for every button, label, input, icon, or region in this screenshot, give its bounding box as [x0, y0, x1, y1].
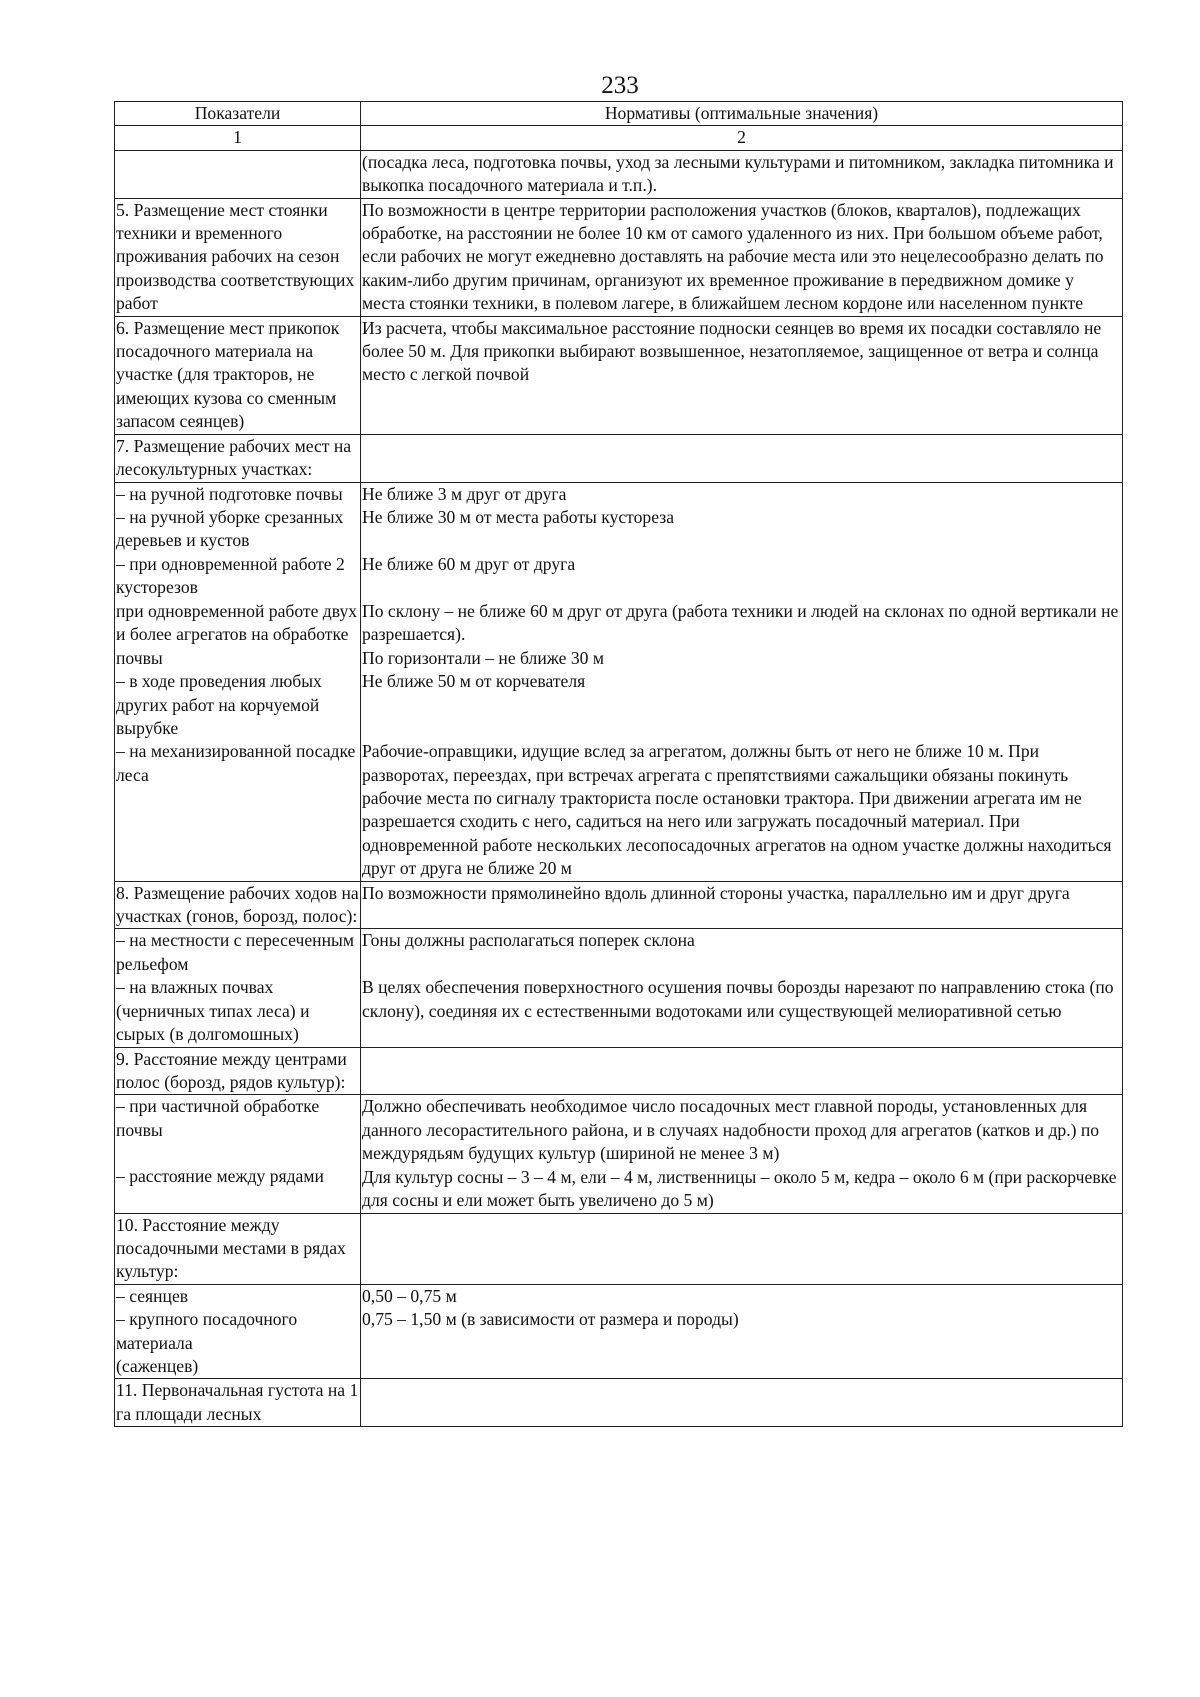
sub-indicator: – на ручной подготовке почвы	[116, 483, 343, 504]
column-number-1: 1	[115, 126, 361, 150]
sub-norm: Не ближе 30 м от места работы кустореза	[362, 506, 674, 527]
norm-cell	[361, 929, 1123, 1047]
table-row	[115, 1284, 1123, 1379]
indicator-cell: 7. Размещение рабочих мест на лесокультурных участках:	[115, 434, 361, 482]
norm-cell	[361, 1379, 1123, 1427]
sub-indicator: – при одновременной работе 2 кусторезов	[116, 553, 345, 598]
sub-norm: Рабочие-оправщики, идущие вслед за агрегатом, должны быть от него не ближе 10 м. При разворотах, переездах, при встречах агрегата с препятствиями сажальщики обязаны покинуть рабочие места по сигналу тракториста после остановки трактора. При движении агрегата им не разрешается сходить с него, садиться на него или загружать посадочный материал. При одновременной работе нескольких лесопосадочных агрегатов на одном участке должны находиться друг от друга не ближе 20 м	[362, 741, 1112, 879]
sub-indicator: – на механизированной посадке леса	[116, 741, 356, 785]
norm-cell	[361, 434, 1123, 482]
sub-norm: 0,50 – 0,75 м	[362, 1285, 457, 1306]
indicator-cell	[115, 150, 361, 198]
sub-indicator: – при частичной обработке почвы	[116, 1096, 320, 1140]
sub-norm: Должно обеспечивать необходимое число посадочных мест главной породы, установленных для данного лесорастительного района, и в случаях надобности проход для агрегатов (катков и др.) по междурядьям будущих культур (шириной не менее 3 м)	[362, 1096, 1100, 1164]
norm-cell: (посадка леса, подготовка почвы, уход за лесными культурами и питомником, закладка питомника и выкопка посадочного материала и т.п.).	[361, 150, 1123, 198]
table-row	[115, 1213, 1123, 1284]
sub-indicator: – сеянцев	[116, 1285, 189, 1306]
sub-norm: Для культур сосны – 3 – 4 м, ели – 4 м, лиственницы – около 5 м, кедра – около 6 м (при раскорчевке для сосны и ели может быть увеличено до 5 м)	[362, 1166, 1117, 1211]
indicator-cell: 11. Первоначальная густота на 1 га площади лесных	[115, 1379, 361, 1427]
sub-indicator: – на местности с пересеченным рельефом	[116, 930, 354, 974]
sub-norm: Гоны должны располагаться поперек склона	[362, 930, 695, 951]
sub-norm: Не ближе 50 м от корчевателя	[362, 671, 586, 692]
indicator-cell: 5. Размещение мест стоянки техники и временного проживания рабочих на сезон производства соответствующих работ	[115, 198, 361, 316]
table-row	[115, 482, 1123, 881]
norm-cell: По возможности прямолинейно вдоль длинной стороны участка, параллельно им и друг друга	[361, 881, 1123, 929]
sub-indicator: – на влажных почвах (черничных типах леса) и сырых (в долгомошных)	[116, 977, 310, 1045]
indicator-cell	[115, 482, 361, 881]
norms-table	[114, 101, 1123, 1427]
table-row	[115, 1047, 1123, 1095]
table-row	[115, 1379, 1123, 1427]
indicator-cell: 10. Расстояние между посадочными местами в рядах культур:	[115, 1213, 361, 1284]
table-body	[115, 150, 1123, 1426]
indicator-cell: 8. Размещение рабочих ходов на участках (гонов, борозд, полос):	[115, 881, 361, 929]
table-row	[115, 929, 1123, 1047]
column-number-row	[115, 126, 1123, 150]
norm-cell: Из расчета, чтобы максимальное расстояние подноски сеянцев во время их посадки составляло не более 50 м. Для прикопки выбирают возвышенное, незатопляемое, защищенное от ветра и солнца место с легкой почвой	[361, 316, 1123, 434]
header-row	[115, 102, 1123, 126]
indicator-cell	[115, 1284, 361, 1379]
sub-norm: 0,75 – 1,50 м (в зависимости от размера и породы)	[362, 1309, 739, 1330]
indicator-cell: 9. Расстояние между центрами полос (борозд, рядов культур):	[115, 1047, 361, 1095]
table-row	[115, 434, 1123, 482]
column-number-2: 2	[361, 126, 1123, 150]
table-row	[115, 198, 1123, 316]
sub-indicator: – на ручной уборке срезанных деревьев и кустов	[116, 506, 344, 551]
table-row	[115, 881, 1123, 929]
norm-cell	[361, 1047, 1123, 1095]
norm-cell	[361, 482, 1123, 881]
sub-indicator: при одновременной работе двух и более агрегатов на обработке почвы	[116, 600, 358, 668]
sub-indicator: – крупного посадочного материала (саженцев)	[116, 1309, 298, 1377]
sub-indicator: – расстояние между рядами	[116, 1166, 324, 1187]
norm-cell	[361, 1284, 1123, 1379]
sub-norm: По склону – не ближе 60 м друг от друга (работа техники и людей на склонах по одной вертикали не разрешается). По горизонтали – не ближе 30 м	[362, 600, 1119, 668]
header-indicators: Показатели	[115, 102, 361, 126]
header-norms: Нормативы (оптимальные значения)	[361, 102, 1123, 126]
norm-cell	[361, 1095, 1123, 1213]
norm-cell: По возможности в центре территории расположения участков (блоков, кварталов), подлежащих обработке, на расстоянии не более 10 км от самого удаленного из них. При большом объеме работ, если рабочих не могут ежедневно доставлять на рабочие места или это нецелесообразно делать по каким-либо другим причинам, организуют их временное проживание в передвижном домике у места стоянки техники, в полевом лагере, в ближайшем лесном кордоне или населенном пункте	[361, 198, 1123, 316]
table-row	[115, 1095, 1123, 1213]
indicator-cell	[115, 1095, 361, 1213]
sub-norm: Не ближе 60 м друг от друга	[362, 553, 576, 574]
page-number: 233	[601, 72, 639, 99]
indicator-cell: 6. Размещение мест прикопок посадочного материала на участке (для тракторов, не имеющих кузова со сменным запасом сеянцев)	[115, 316, 361, 434]
sub-norm: В целях обеспечения поверхностного осушения почвы борозды нарезают по направлению стока (по склону), соединяя их с естественными водотоками или существующей мелиоративной сетью	[362, 977, 1114, 1021]
indicator-cell	[115, 929, 361, 1047]
table-row	[115, 150, 1123, 198]
norm-cell	[361, 1213, 1123, 1284]
table-row	[115, 316, 1123, 434]
sub-norm: Не ближе 3 м друг от друга	[362, 483, 567, 504]
sub-indicator: – в ходе проведения любых других работ на корчуемой вырубке	[116, 671, 322, 738]
